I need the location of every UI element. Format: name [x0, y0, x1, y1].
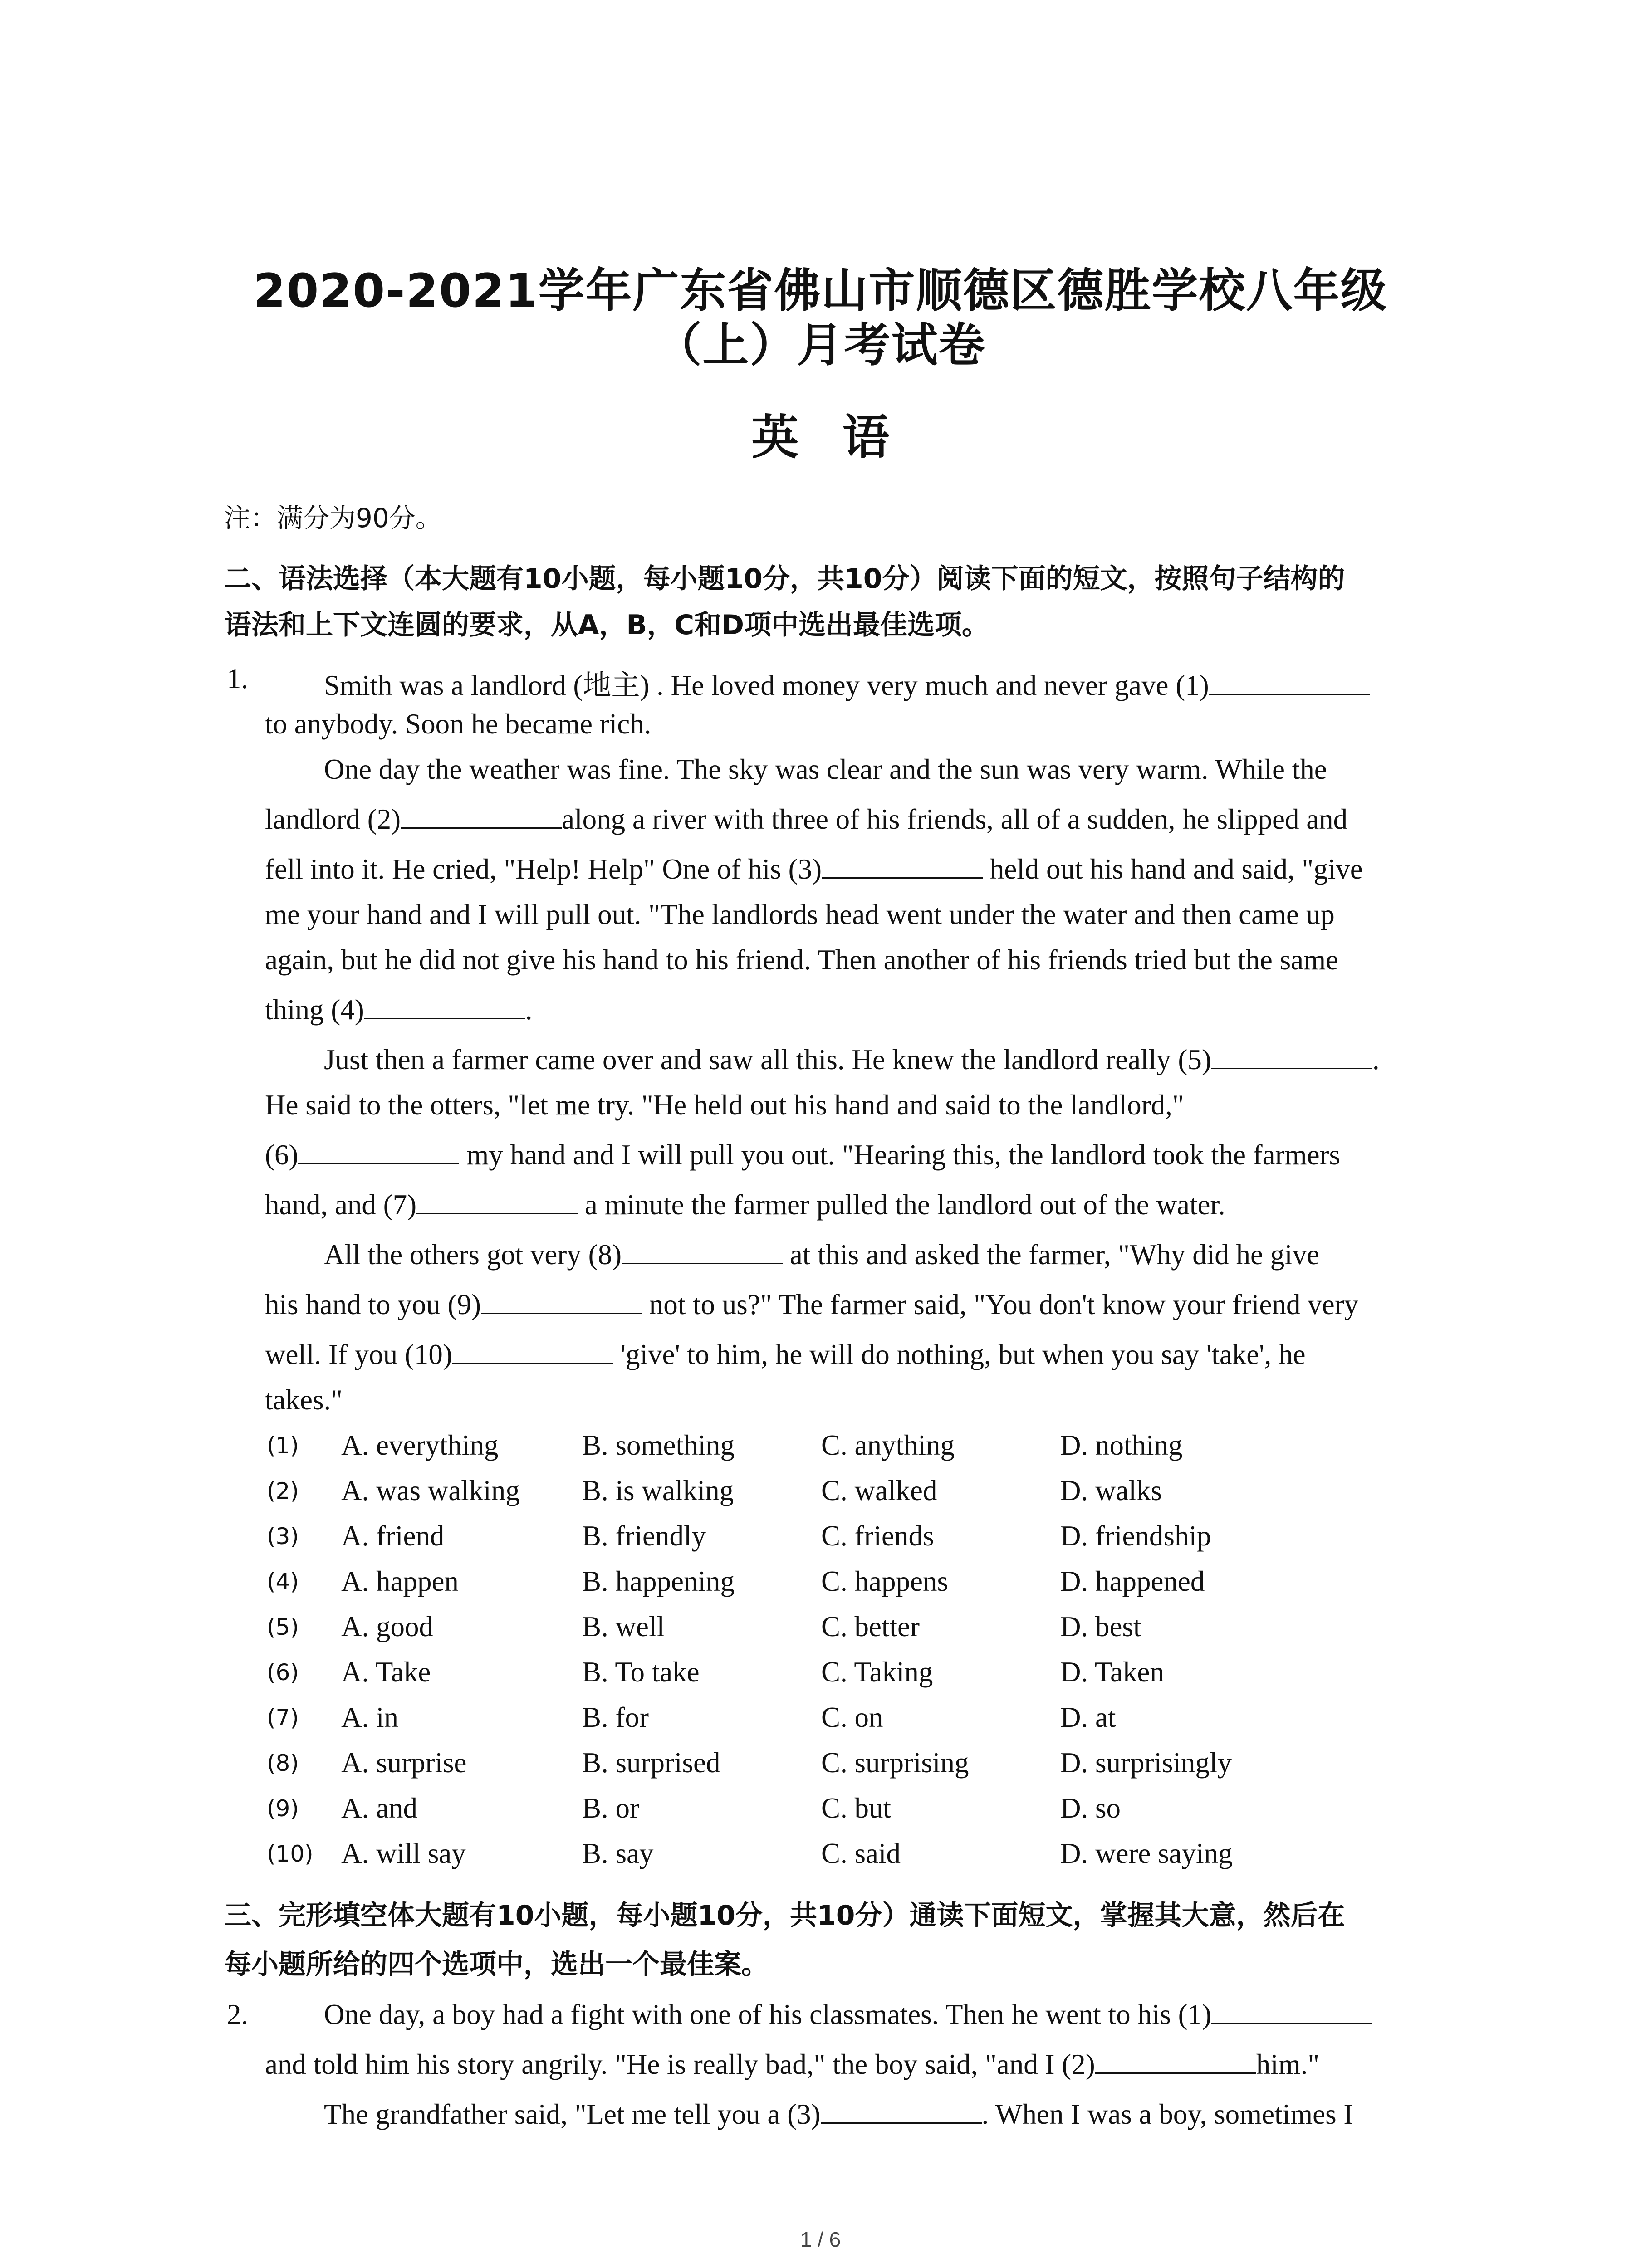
option-choice-d[interactable]: D. happened	[1060, 1565, 1205, 1597]
option-number: (6)	[267, 1659, 299, 1686]
passage-line	[265, 898, 1335, 931]
passage-line	[324, 1998, 1372, 2031]
passage-line	[324, 2098, 1353, 2131]
option-choice-b[interactable]: B. To take	[582, 1656, 700, 1688]
option-choice-b[interactable]: B. is walking	[582, 1475, 734, 1506]
option-number: (10)	[267, 1841, 314, 1867]
option-choice-d[interactable]: D. nothing	[1060, 1429, 1183, 1461]
passage-text: a minute the farmer pulled the landlord out of the water.	[578, 1189, 1225, 1221]
option-choice-d[interactable]: D. at	[1060, 1701, 1116, 1733]
page-title-line-2: （上）月考试卷	[655, 318, 986, 372]
passage-text: my hand and I will pull you out. "Hearing this, the landlord took the farmers	[459, 1139, 1341, 1171]
passage-line	[265, 1139, 1340, 1172]
option-choice-b[interactable]: B. something	[582, 1429, 735, 1461]
passage-text: (6)	[265, 1139, 299, 1171]
passage-line	[324, 753, 1327, 786]
passage-text: . When I was a boy, sometimes I	[981, 2098, 1353, 2130]
passage-line	[265, 2048, 1319, 2081]
option-row	[0, 1701, 1641, 1746]
option-choice-a[interactable]: A. will say	[341, 1838, 466, 1869]
answer-blank[interactable]	[1211, 1044, 1372, 1069]
option-choice-c[interactable]: C. but	[821, 1792, 892, 1824]
passage-text: 'give' to him, he will do nothing, but when you say 'take', he	[613, 1339, 1306, 1370]
passage-text: him."	[1256, 2048, 1320, 2080]
option-row	[0, 1429, 1641, 1474]
passage-text: to anybody. Soon he became rich.	[265, 708, 652, 740]
passage-text: along a river with three of his friends, all of a sudden, he slipped and	[562, 803, 1348, 835]
section3-heading-line-2: 每小题所给的四个选项中，选出一个最佳案。	[224, 1949, 769, 1980]
option-choice-c[interactable]: C. Taking	[821, 1656, 933, 1688]
passage-text: Smith was a landlord (地主) . He loved money very much and never gave (1)	[324, 670, 1209, 701]
score-note: 注：满分为90分。	[224, 503, 442, 533]
option-number: (9)	[267, 1795, 299, 1822]
option-choice-a[interactable]: A. in	[341, 1701, 398, 1733]
option-row	[0, 1837, 1641, 1882]
answer-blank[interactable]	[401, 804, 562, 829]
option-choice-d[interactable]: D. Taken	[1060, 1656, 1164, 1688]
passage-text: .	[525, 994, 533, 1026]
option-choice-c[interactable]: C. happens	[821, 1565, 948, 1597]
option-choice-b[interactable]: B. or	[582, 1792, 639, 1824]
passage-line	[265, 943, 1338, 977]
passage-line	[324, 1238, 1319, 1271]
passage-line	[265, 853, 1363, 886]
section2-heading-line-1: 二、语法选择（本大题有10小题，每小题10分，共10分）阅读下面的短文，按照句子结构的	[224, 563, 1345, 595]
option-row	[0, 1746, 1641, 1792]
option-number: (7)	[267, 1705, 299, 1731]
passage-text: me your hand and I will pull out. "The landlords head went under the water and then came up	[265, 899, 1335, 930]
passage-text: The grandfather said, "Let me tell you a (3)	[324, 2098, 821, 2130]
option-choice-d[interactable]: D. surprisingly	[1060, 1747, 1232, 1779]
option-choice-b[interactable]: B. happening	[582, 1565, 735, 1597]
option-choice-c[interactable]: C. said	[821, 1838, 901, 1869]
option-choice-c[interactable]: C. surprising	[821, 1747, 969, 1779]
passage-text: All the others got very (8)	[324, 1239, 622, 1271]
passage-text: .	[1372, 1044, 1380, 1075]
option-choice-a[interactable]: A. surprise	[341, 1747, 467, 1779]
passage-line	[265, 993, 532, 1026]
answer-blank[interactable]	[822, 854, 983, 879]
section2-heading-line-2: 语法和上下文连圆的要求，从A，B，C和D项中选出最佳选项。	[224, 609, 989, 641]
option-choice-a[interactable]: A. friend	[341, 1520, 445, 1552]
option-row	[0, 1520, 1641, 1565]
option-choice-c[interactable]: C. walked	[821, 1475, 937, 1506]
passage-text: One day the weather was fine. The sky was clear and the sun was very warm. While the	[324, 753, 1327, 785]
passage-text: at this and asked the farmer, "Why did he give	[783, 1239, 1320, 1271]
option-choice-a[interactable]: A. happen	[341, 1565, 459, 1597]
answer-blank[interactable]	[298, 1139, 459, 1164]
passage-line	[265, 1089, 1184, 1122]
option-number: (3)	[267, 1523, 299, 1549]
passage-text: He said to the otters, "let me try. "He held out his hand and said to the landlord,"	[265, 1089, 1184, 1121]
option-number: (1)	[267, 1432, 299, 1459]
option-choice-a[interactable]: A. good	[341, 1611, 433, 1642]
option-choice-d[interactable]: D. friendship	[1060, 1520, 1211, 1552]
option-choice-d[interactable]: D. so	[1060, 1792, 1121, 1824]
option-choice-b[interactable]: B. friendly	[582, 1520, 706, 1552]
option-number: (8)	[267, 1750, 299, 1776]
passage-line	[324, 662, 1370, 704]
answer-blank[interactable]	[452, 1339, 613, 1364]
option-number: (2)	[267, 1478, 299, 1504]
option-choice-a[interactable]: A. Take	[341, 1656, 431, 1688]
answer-blank[interactable]	[364, 994, 525, 1019]
passage-line	[265, 1288, 1358, 1321]
question-number-2: 2.	[227, 1999, 249, 2030]
passage-text: thing (4)	[265, 994, 364, 1026]
page-title-line-1: 2020-2021学年广东省佛山市顺德区德胜学校八年级	[253, 264, 1388, 318]
passage-text: held out his hand and said, "give	[983, 853, 1363, 885]
answer-blank[interactable]	[1095, 2049, 1256, 2074]
answer-blank[interactable]	[416, 1189, 578, 1214]
passage-line	[265, 708, 651, 741]
passage-text: takes."	[265, 1384, 343, 1416]
option-choice-b[interactable]: B. well	[582, 1611, 665, 1642]
subject-title: 英 语	[751, 409, 890, 465]
passage-text: hand, and (7)	[265, 1189, 417, 1221]
passage-text: his hand to you (9)	[265, 1289, 481, 1320]
passage-line	[324, 1043, 1380, 1076]
answer-blank[interactable]	[481, 1289, 642, 1314]
option-row	[0, 1656, 1641, 1701]
page-number: 1 / 6	[800, 2228, 841, 2251]
passage-text: Just then a farmer came over and saw all this. He knew the landlord really (5)	[324, 1044, 1211, 1075]
passage-text: One day, a boy had a fight with one of his classmates. Then he went to his (1)	[324, 1999, 1212, 2030]
option-choice-c[interactable]: C. anything	[821, 1429, 955, 1461]
answer-blank[interactable]	[821, 2099, 982, 2124]
answer-blank[interactable]	[1211, 1999, 1372, 2024]
passage-text: landlord (2)	[265, 803, 401, 835]
option-choice-c[interactable]: C. friends	[821, 1520, 934, 1552]
option-row	[0, 1565, 1641, 1610]
option-choice-a[interactable]: A. was walking	[341, 1475, 520, 1506]
option-choice-d[interactable]: D. were saying	[1060, 1838, 1233, 1869]
option-choice-b[interactable]: B. say	[582, 1838, 654, 1869]
option-choice-b[interactable]: B. for	[582, 1701, 649, 1733]
section3-heading-line-1: 三、完形填空体大题有10小题，每小题10分，共10分）通读下面短文，掌握其大意，然后在	[224, 1900, 1345, 1931]
option-number: (5)	[267, 1614, 299, 1640]
option-row	[0, 1610, 1641, 1656]
option-number: (4)	[267, 1569, 299, 1595]
passage-text: again, but he did not give his hand to his friend. Then another of his friends tried but the same	[265, 944, 1339, 976]
option-choice-c[interactable]: C. better	[821, 1611, 920, 1642]
option-row	[0, 1792, 1641, 1837]
option-choice-c[interactable]: C. on	[821, 1701, 883, 1733]
passage-text: not to us?" The farmer said, "You don't know your friend very	[642, 1289, 1359, 1320]
passage-line	[265, 1338, 1306, 1371]
option-choice-d[interactable]: D. walks	[1060, 1475, 1162, 1506]
option-choice-a[interactable]: A. and	[341, 1792, 417, 1824]
option-choice-d[interactable]: D. best	[1060, 1611, 1141, 1642]
passage-line	[265, 1383, 343, 1417]
option-row	[0, 1474, 1641, 1520]
answer-blank[interactable]	[622, 1239, 783, 1264]
passage-text: well. If you (10)	[265, 1339, 452, 1370]
passage-line	[265, 803, 1347, 836]
passage-text: and told him his story angrily. "He is really bad," the boy said, "and I (2)	[265, 2048, 1095, 2080]
passage-line	[265, 1188, 1225, 1222]
option-choice-b[interactable]: B. surprised	[582, 1747, 720, 1779]
option-choice-a[interactable]: A. everything	[341, 1429, 499, 1461]
question-number-1: 1.	[227, 663, 249, 694]
passage-text: fell into it. He cried, "Help! Help" One of his (3)	[265, 853, 822, 885]
answer-blank[interactable]	[1209, 670, 1370, 695]
